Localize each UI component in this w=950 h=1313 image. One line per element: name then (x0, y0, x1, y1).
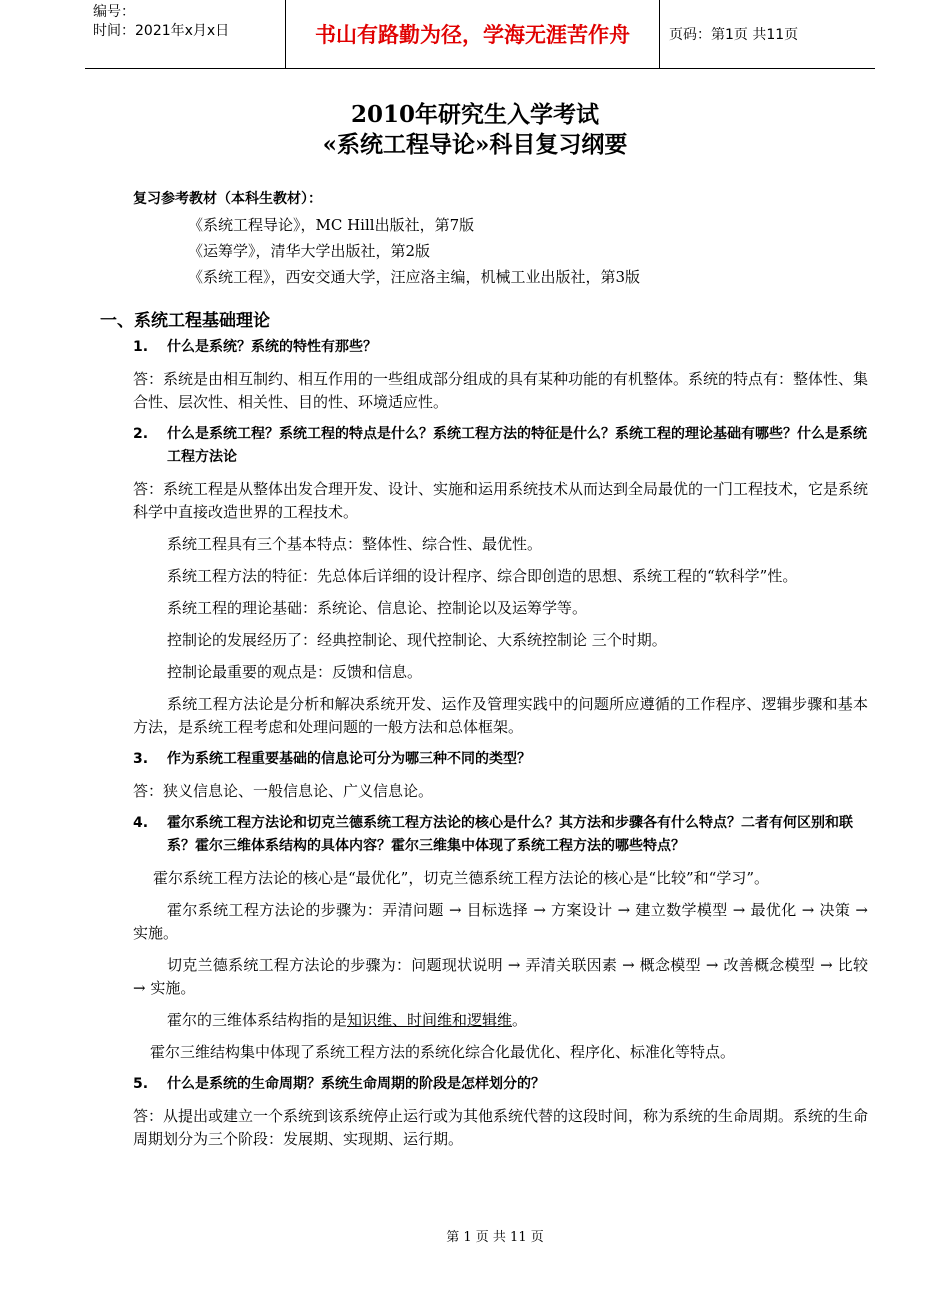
text-suffix: 。 (512, 1011, 528, 1029)
text-prefix: 霍尔的三维体系结构指的是 (167, 1011, 348, 1029)
page-footer: 第 1 页 共 11 页 (446, 1230, 544, 1245)
question-text: 什么是系统工程？系统工程的特点是什么？系统工程方法的特征是什么？系统工程的理论基础有哪些？什么是系统工程方法论 (167, 426, 867, 465)
answer-2-p2: 系统工程具有三个基本特点：整体性、综合性、最优性。 (167, 535, 543, 553)
answer-2-p1: 答：系统工程是从整体出发合理开发、设计、实施和运用系统技术从而达到全局最优的一门工程技术，它是系统科学中直接改造世界的工程技术。 (133, 480, 869, 521)
question-text: 什么是系统的生命周期？系统生命周期的阶段是怎样划分的？ (167, 1076, 545, 1092)
number-label: 编号： (93, 4, 135, 20)
question-number: 4. (133, 815, 149, 831)
motto: 书山有路勤为径，学海无涯苦作舟 (285, 0, 660, 68)
document-body (133, 336, 868, 1151)
answer-2-p6: 控制论最重要的观点是：反馈和信息。 (167, 663, 423, 681)
answer-4-p2: 霍尔系统工程方法论的步骤为：弄清问题 → 目标选择 → 方案设计 → 建立数学模型 → 最优化 → 决策 → 实施。 (133, 901, 868, 942)
question-number: 3. (133, 751, 149, 767)
question-number: 2. (133, 426, 149, 442)
reference-list (133, 186, 640, 290)
section-title: 一、系统工程基础理论 (100, 311, 270, 331)
answer-2-p5: 控制论的发展经历了：经典控制论、现代控制论、大系统控制论 三个时期。 (167, 631, 667, 649)
header-meta (93, 3, 229, 41)
question-text: 霍尔系统工程方法论和切克兰德系统工程方法论的核心是什么？其方法和步骤各有什么特点？二者有何区别和联系？霍尔三维体系结构的具体内容？霍尔三维集中体现了系统工程方法的哪些特点？ (167, 815, 853, 854)
answer-4-p5: 霍尔三维结构集中体现了系统工程方法的系统化综合化最优化、程序化、标准化等特点。 (150, 1043, 736, 1061)
reference-item: 《运筹学》，清华大学出版社，第2版 (188, 242, 431, 260)
page-header (85, 0, 875, 69)
reference-heading: 复习参考教材（本科生教材）： (133, 191, 322, 207)
answer-4-p1: 霍尔系统工程方法论的核心是“最优化”，切克兰德系统工程方法论的核心是“比较”和“学习”。 (153, 869, 770, 887)
answer-2-p3: 系统工程方法的特征：先总体后详细的设计程序、综合即创造的思想、系统工程的“软科学”性。 (167, 567, 798, 585)
doc-title-line1: 2010年研究生入学考试 (350, 101, 599, 128)
page-label: 页码：第1页 共11页 (669, 27, 799, 43)
question-3 (133, 748, 868, 771)
answer-1: 答：系统是由相互制约、相互作用的一些组成部分组成的具有某种功能的有机整体。系统的特点有：整体性、集合性、层次性、相关性、目的性、环境适应性。 (133, 370, 869, 411)
answer-2-p4: 系统工程的理论基础：系统论、信息论、控制论以及运筹学等。 (167, 599, 588, 617)
answer-5: 答：从提出或建立一个系统到该系统停止运行或为其他系统代替的这段时间，称为系统的生命周期。系统的生命周期划分为三个阶段：发展期、实现期、运行期。 (133, 1107, 869, 1148)
underlined-text: 知识维、时间维和逻辑维 (347, 1011, 513, 1029)
question-number: 5. (133, 1076, 149, 1092)
question-number: 1. (133, 339, 149, 355)
answer-2-p7: 系统工程方法论是分析和解决系统开发、运作及管理实践中的问题所应遵循的工作程序、逻辑步骤和基本方法，是系统工程考虑和处理问题的一般方法和总体框架。 (133, 695, 868, 736)
question-text: 什么是系统？系统的特性有那些？ (167, 339, 377, 355)
question-2 (133, 423, 868, 469)
question-4 (133, 812, 868, 858)
time-label: 时间：2021年x月x日 (93, 23, 230, 39)
question-5 (133, 1073, 868, 1096)
reference-item: 《系统工程导论》，MC Hill出版社，第7版 (188, 216, 475, 234)
answer-4-p4 (133, 1009, 868, 1032)
question-text: 作为系统工程重要基础的信息论可分为哪三种不同的类型？ (167, 751, 531, 767)
doc-title-line2: «系统工程导论»科目复习纲要 (322, 131, 628, 158)
answer-3: 答：狭义信息论、一般信息论、广义信息论。 (133, 782, 434, 800)
question-1 (133, 336, 868, 359)
answer-4-p3: 切克兰德系统工程方法论的步骤为：问题现状说明 → 弄清关联因素 → 概念模型 → 改善概念模型 → 比较 → 实施。 (133, 956, 868, 997)
reference-item: 《系统工程》，西安交通大学，汪应洛主编，机械工业出版社，第3版 (188, 268, 641, 286)
